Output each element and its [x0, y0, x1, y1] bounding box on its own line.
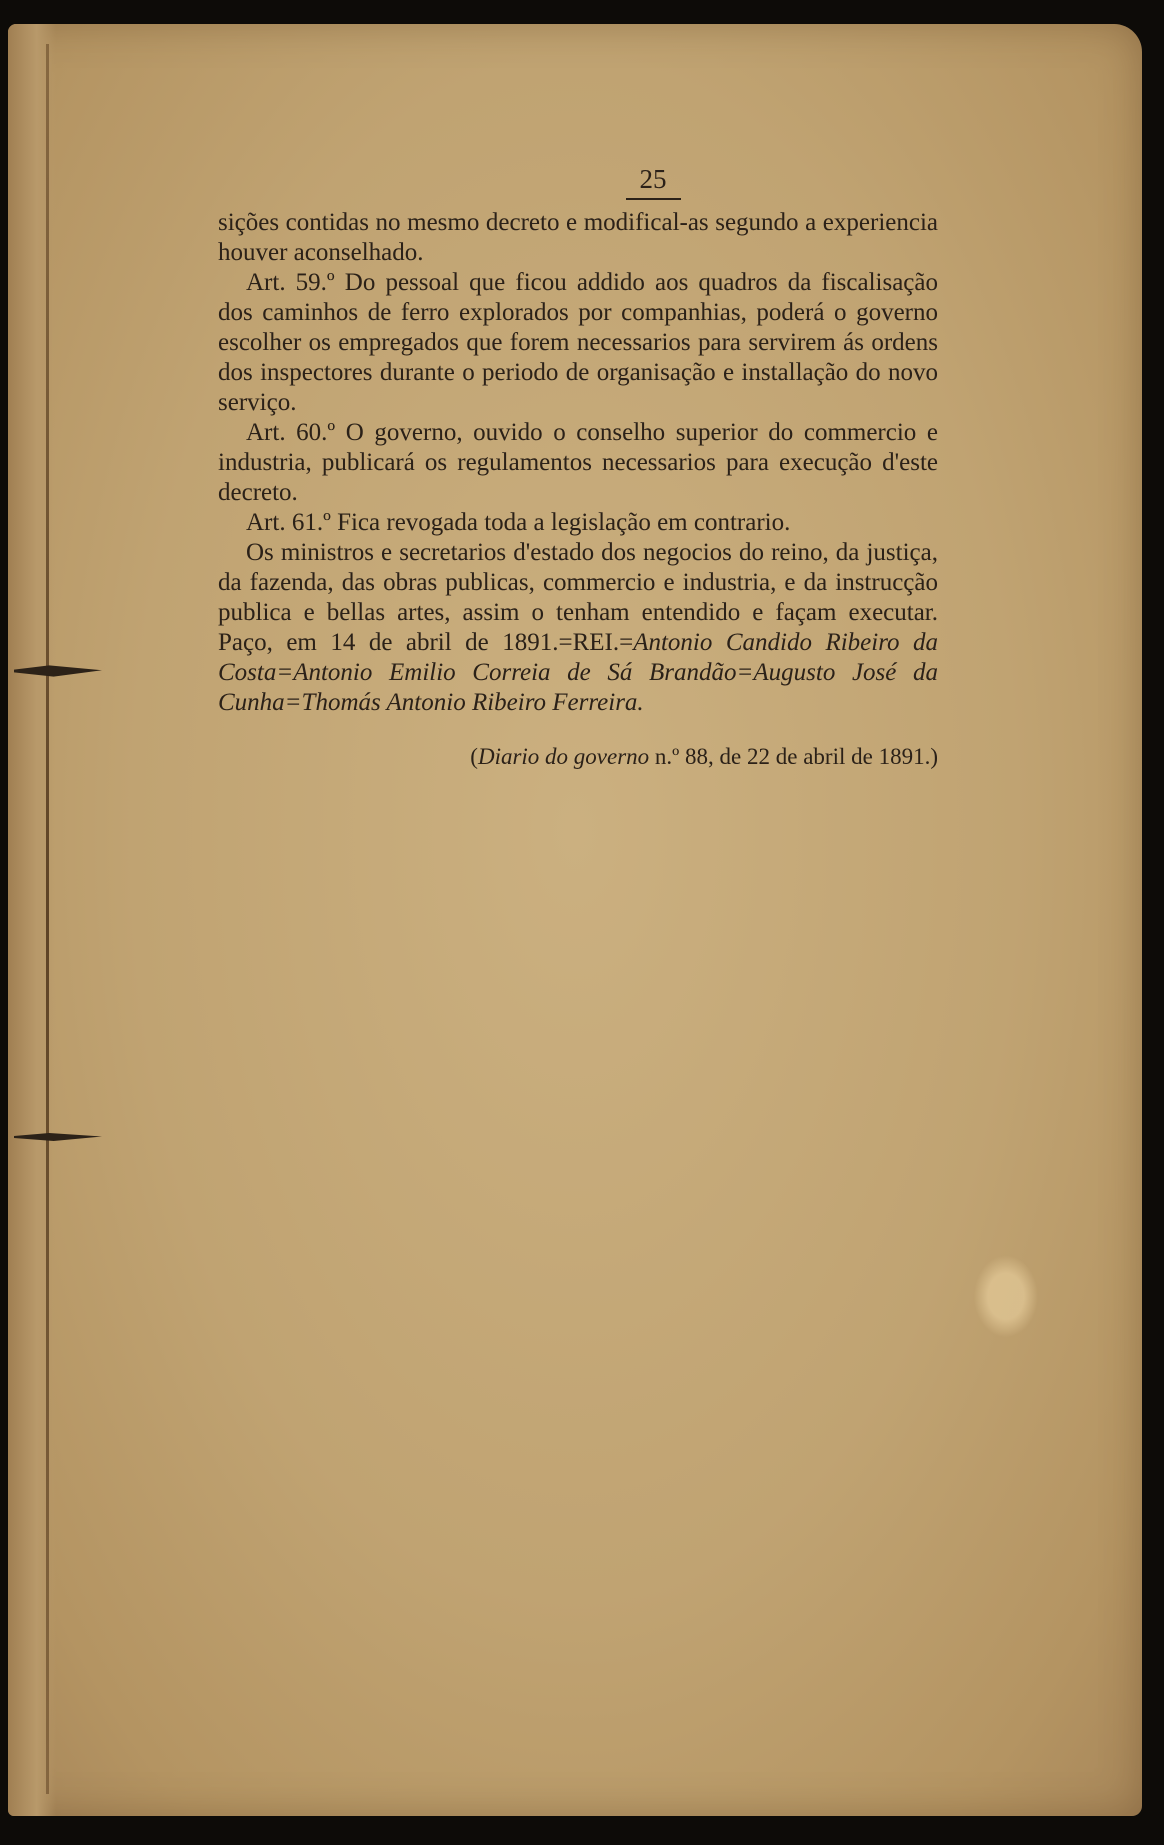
- paragraph-continuation: sições contidas no mesmo decreto e modifical-as segundo a experiencia houver aconselhado.: [218, 209, 938, 266]
- page-text: [218, 164, 938, 772]
- book-page: [8, 24, 1142, 1816]
- binding-fold: [46, 44, 49, 1794]
- article-61: Art. 61.º Fica revogada toda a legislação em contrario.: [246, 509, 791, 536]
- closing-paragraph: [218, 538, 938, 718]
- article-60: Art. 60.º O governo, ouvido o conselho superior do commercio e industria, publicará os regulamentos necessarios para execução d'este decreto.: [218, 419, 938, 506]
- publication-name: Diario do governo: [477, 744, 650, 769]
- article-59: Art. 59.º Do pessoal que ficou addido aos quadros da fiscalisação dos caminhos de ferro explorados por companhias, poderá o governo escolher os empregados que forem necessarios para servirem ás ordens dos inspectores durante o periodo de organisação e installação do novo serviço.: [218, 269, 938, 416]
- signatories: Antonio Candido Ribeiro da Costa=Antonio Emilio Correia de Sá Brandão=Augusto José da Cunha=Thomás Antonio Ribeiro Ferreira.: [218, 629, 938, 716]
- source-citation: (Diario do governo n.º 88, de 22 de abril de 1891.): [470, 744, 938, 769]
- page-number: 25: [293, 164, 1013, 200]
- closing-text: Os ministros e secretarios d'estado dos negocios do reino, da justiça, da fazenda, das obras publicas, commercio e industria, e da instrucção publica e bellas artes, assim o tenham entendido e façam executar. Paço, em 14 de abril de 1891.=REI.=: [218, 539, 938, 656]
